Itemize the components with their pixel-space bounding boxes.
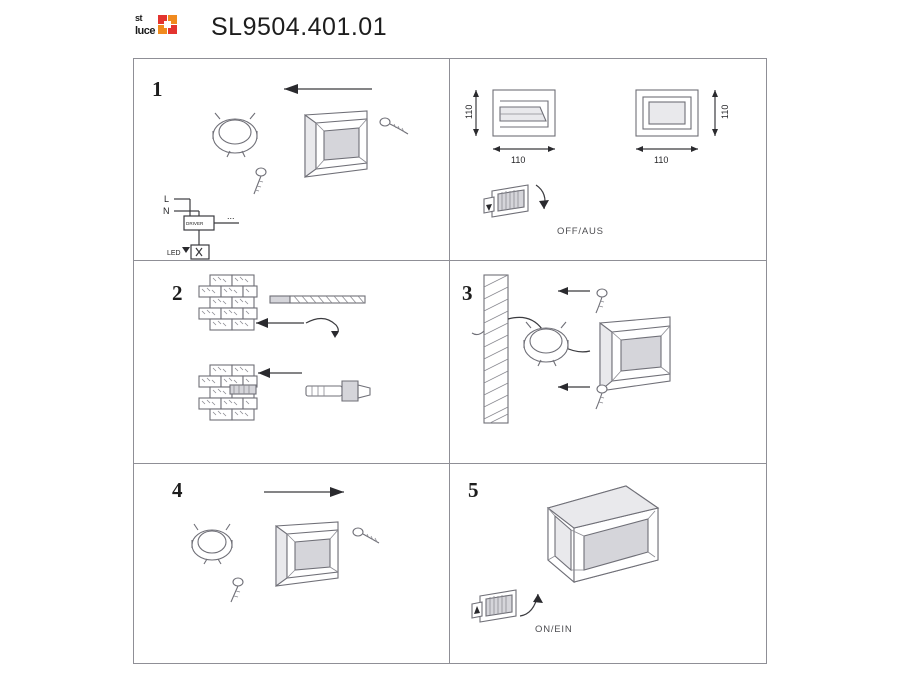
step-number-5: 5 <box>468 477 479 502</box>
panel-6 <box>450 464 766 663</box>
brick-wall-icon <box>199 365 257 420</box>
document-code: SL9504.401.01 <box>211 12 388 41</box>
wall-section-icon <box>472 275 508 423</box>
brand-logo <box>133 12 189 42</box>
left-arrow-icon <box>558 287 590 295</box>
brand-name-line1: st <box>135 13 143 23</box>
header <box>133 8 767 46</box>
screw-icon <box>254 168 266 194</box>
screw-icon <box>231 578 243 602</box>
screw-icon <box>596 385 607 409</box>
side-view-drawing <box>493 90 555 136</box>
left-arrow-icon <box>258 368 302 378</box>
left-arrow-icon <box>558 383 590 391</box>
panel-3 <box>134 261 450 463</box>
ellipsis-label: ... <box>227 211 235 221</box>
screw-icon <box>353 528 379 543</box>
mounting-ring-icon <box>524 322 568 366</box>
brick-wall-icon <box>199 275 257 330</box>
panel-4 <box>450 261 766 463</box>
step-number-2: 2 <box>172 281 183 306</box>
instruction-grid <box>133 58 767 664</box>
wall-lamp-perspective-icon <box>548 486 658 582</box>
mounting-ring-icon <box>192 524 232 564</box>
right-arrow-icon <box>264 487 344 497</box>
led-label: LED <box>167 250 181 257</box>
dimension-label: 110 <box>464 104 474 119</box>
brand-name-line2: luce <box>135 25 156 37</box>
curved-arrow-up-icon <box>520 594 543 616</box>
hammer-icon <box>306 381 370 401</box>
dimension-label: 110 <box>654 155 669 165</box>
wiring-diagram <box>163 194 239 259</box>
dimension-110-horizontal-front <box>636 146 698 165</box>
panel-1 <box>134 59 450 261</box>
left-arrow-icon <box>284 84 372 94</box>
switch-on-caption: ON/EIN <box>535 623 573 635</box>
screw-icon <box>380 118 408 134</box>
screw-icon <box>596 289 607 313</box>
st-luce-logo-icon <box>157 14 181 38</box>
switch-off-caption: OFF/AUS <box>557 226 604 237</box>
drill-bit-icon <box>270 296 365 303</box>
step-number-3: 3 <box>462 281 473 306</box>
wall-lamp-icon <box>600 317 670 391</box>
wall-lamp-icon <box>305 111 367 177</box>
dimension-label: 110 <box>511 155 526 165</box>
front-view-drawing <box>636 90 698 136</box>
mounting-ring-icon <box>213 113 257 157</box>
panel-5 <box>134 464 450 663</box>
wall-plug-icon <box>230 385 256 394</box>
panel-2 <box>450 59 766 261</box>
dimension-110-vertical-front <box>712 90 730 136</box>
dimension-110-horizontal-side <box>493 146 555 165</box>
curved-arrow-icon <box>256 318 339 338</box>
wire-label-n: N <box>163 206 170 216</box>
dimension-label: 110 <box>720 104 730 119</box>
driver-label: DRIVER <box>186 221 204 226</box>
dimension-110-vertical-side <box>464 90 479 136</box>
step-number-4: 4 <box>172 477 183 502</box>
switch-on-icon <box>472 590 516 622</box>
curved-arrow-down-icon <box>536 185 549 209</box>
wire-label-l: L <box>164 194 170 204</box>
switch-off-icon <box>484 185 528 217</box>
step-number-1: 1 <box>152 77 163 101</box>
wall-lamp-icon <box>276 522 338 586</box>
